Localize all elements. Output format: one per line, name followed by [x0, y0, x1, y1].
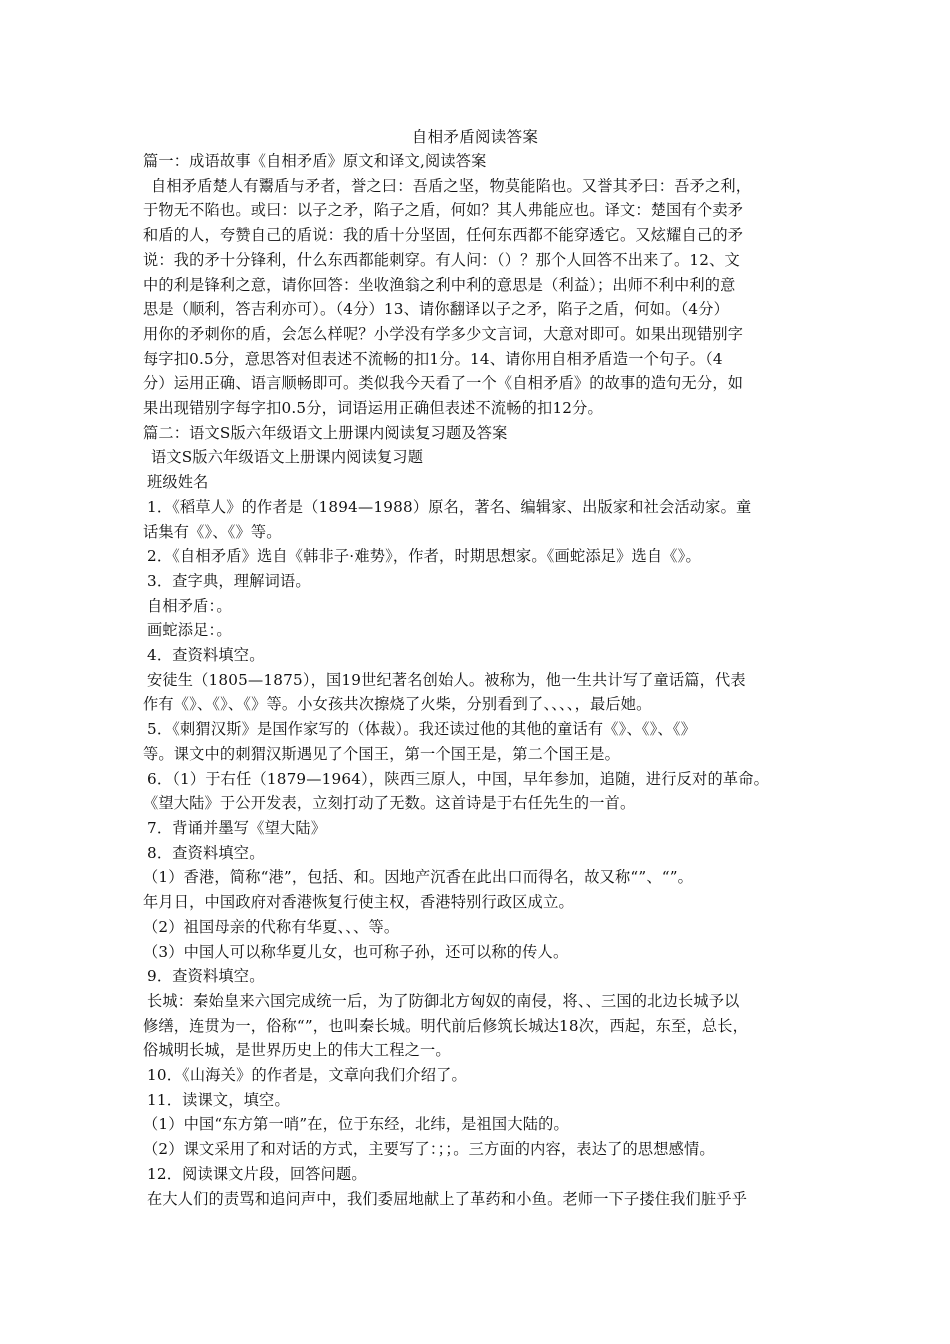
text-line: 《望大陆》于公开发表，立刻打动了无数。这首诗是于右任先生的一首。: [143, 794, 636, 813]
text-line: 自相矛盾楚人有鬻盾与矛者，誉之曰：吾盾之坚，物莫能陷也。又誉其矛曰：吾矛之利，: [151, 176, 752, 195]
text-line: （3）中国人可以称华夏儿女，也可称子孙，还可以称的传人。: [143, 942, 569, 961]
text-line: 5．《刺猬汉斯》是国作家写的（体裁）。我还读过他的其他的童话有《》、《》、《》: [147, 720, 696, 739]
text-line: 和盾的人，夸赞自己的盾说：我的盾十分坚固，任何东西都不能穿透它。又炫耀自己的矛: [143, 226, 744, 245]
text-line: 12．阅读课文片段，回答问题。: [147, 1164, 367, 1183]
text-line: 语文S版六年级语文上册课内阅读复习题: [151, 448, 424, 467]
text-line: 4．查资料填空。: [147, 646, 265, 665]
text-line: 10．《山海关》的作者是，文章向我们介绍了。: [147, 1066, 467, 1085]
text-line: 说：我的矛十分锋利，什么东西都能刺穿。有人问：（）？那个人回答不出来了。12、文: [143, 250, 740, 269]
text-line: 分）运用正确、语言顺畅即可。类似我今天看了一个《自相矛盾》的故事的造句无分，如: [143, 374, 744, 393]
text-line: 9．查资料填空。: [147, 967, 265, 986]
text-line: 6．（1）于右任（1879—1964），陕西三原人，中国，早年参加，追随，进行反对的革命。: [147, 769, 769, 788]
text-line: （1）中国“东方第一哨”在，位于东经，北纬，是祖国大陆的。: [143, 1115, 569, 1134]
text-line: 自相矛盾：。: [147, 596, 232, 615]
text-line: 中的利是锋利之意，请你回答：坐收渔翁之利中利的意思是（利益）；出师不利中利的意: [143, 275, 736, 294]
text-line: 俗城明长城，是世界历史上的伟大工程之一。: [143, 1041, 451, 1060]
text-line: 年月日，中国政府对香港恢复行使主权，香港特别行政区成立。: [143, 893, 574, 912]
document-body: [143, 149, 823, 1211]
text-line: 每字扣0.5分，意思答对但表述不流畅的扣1分。14、请你用自相矛盾造一个句子。（4: [143, 349, 723, 368]
text-line: 思是（顺利，答吉利亦可）。（4分）13、请你翻译以子之矛，陷子之盾，何如。（4分）: [143, 300, 729, 319]
text-line: 班级姓名: [147, 473, 209, 492]
text-line: 在大人们的责骂和追问声中，我们委屈地献上了革药和小鱼。老师一下子搂住我们脏乎乎: [147, 1189, 748, 1208]
text-line: （2）祖国母亲的代称有华夏、、、等。: [143, 917, 400, 936]
text-line: 安徒生（1805—1875），国19世纪著名创始人。被称为，他一生共计写了童话篇，代表: [147, 670, 746, 689]
text-line: 于物无不陷也。或曰：以子之矛，陷子之盾，何如？其人弗能应也。译文：楚国有个卖矛: [143, 201, 744, 220]
text-line: 篇二：语文S版六年级语文上册课内阅读复习题及答案: [143, 423, 508, 442]
text-line: （1）香港，简称“港”，包括、和。因地产沉香在此出口而得名，故又称“”、“”。: [143, 868, 694, 887]
text-line: 1．《稻草人》的作者是（1894—1988）原名，著名、编辑家、出版家和社会活动家。童: [147, 497, 752, 516]
text-line: 3．查字典，理解词语。: [147, 571, 311, 590]
text-line: 长城：秦始皇来六国完成统一后，为了防御北方匈奴的南侵，将、、三国的北边长城予以: [147, 991, 740, 1010]
text-line: 画蛇添足：。: [147, 621, 232, 640]
text-line: 话集有《》、《》等。: [143, 522, 282, 541]
text-line: 8．查资料填空。: [147, 843, 265, 862]
text-line: 11．读课文，填空。: [147, 1090, 290, 1109]
text-line: 作有《》、《》、《》等。小女孩共次擦烧了火柴，分别看到了、、、、，最后她。: [143, 695, 652, 714]
text-line: 等。课文中的刺猬汉斯遇见了个国王，第一个国王是，第二个国王是。: [143, 744, 621, 763]
text-line: 修缮，连贯为一，俗称“”，也叫秦长城。明代前后修筑长城达18次，西起，东至，总长，: [143, 1016, 748, 1035]
text-line: 果出现错别字每字扣0.5分，词语运用正确但表述不流畅的扣12分。: [143, 399, 603, 418]
text-line: 2．《自相矛盾》选自《韩非子·难势》，作者，时期思想家。《画蛇添足》选自《》。: [147, 547, 701, 566]
document-title: 自相矛盾阅读答案: [411, 128, 539, 146]
text-line: （2）课文采用了和对话的方式，主要写了：；；。三方面的内容，表达了的思想感情。: [143, 1140, 715, 1159]
text-line: 用你的矛刺你的盾，会怎么样呢？小学没有学多少文言词，大意对即可。如果出现错别字: [143, 324, 744, 343]
text-line: 篇一：成语故事《自相矛盾》原文和译文,阅读答案: [143, 152, 487, 170]
text-line: 7．背诵并墨写《望大陆》: [147, 818, 327, 837]
